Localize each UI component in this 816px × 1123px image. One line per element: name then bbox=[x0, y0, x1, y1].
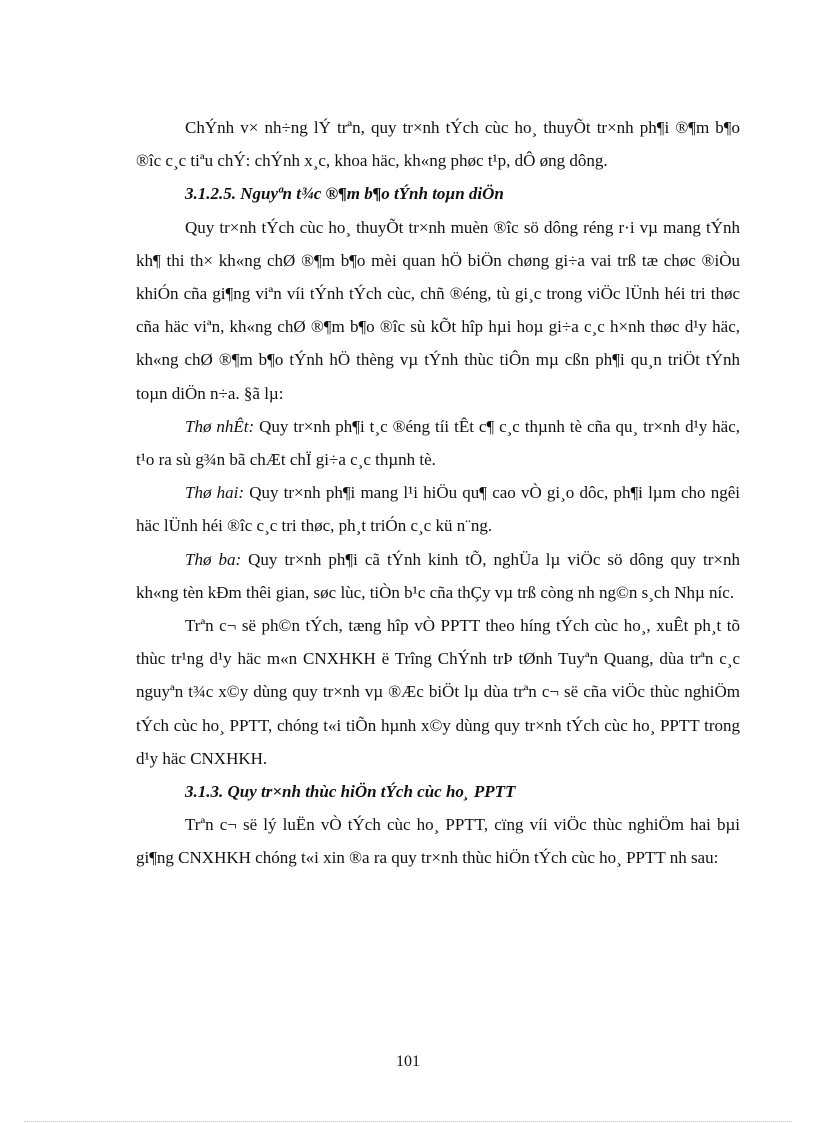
body-text bbox=[136, 111, 740, 875]
paragraph-second-point bbox=[136, 476, 740, 542]
paragraph-basis: Trªn c¬ së ph©n tÝch, tæng hîp vÒ PPTT theo híng tÝch cùc ho¸, xuÊt ph¸t tõ thùc tr¹ng d¹y häc m«n CNXHKH ë Trîng ChÝnh trÞ tØnh Tuyªn Quang, dùa trªn c¸c nguyªn t¾c x©y dùng quy tr×nh vµ ®Æc biÖt lµ dùa trªn c¬ së cña viÖc thùc nghiÖm tÝch cùc ho¸ PPTT, chóng t«i tiÕn hµnh x©y dùng quy tr×nh tÝch cùc ho¸ PPTT trong d¹y häc CNXHKH. bbox=[136, 616, 740, 768]
page-bottom-divider bbox=[24, 1121, 792, 1122]
section-heading-3-1-3: 3.1.3. Quy tr×nh thùc hiÖn tÝch cùc ho¸ PPTT bbox=[185, 782, 516, 802]
lead-third: Thø ba: bbox=[185, 549, 242, 569]
page-number: 101 bbox=[396, 1053, 420, 1070]
paragraph-comprehensiveness: Quy tr×nh tÝch cùc ho¸ thuyÕt tr×nh muèn ®îc sö dông réng r·i vµ mang tÝnh kh¶ thi th× kh«ng chØ ®¶m b¶o mèi quan hÖ biÖn chøng gi÷a vai trß tæ chøc ®iÒu khiÓn cña gi¶ng viªn víi tÝnh tÝch cùc, chñ ®éng, tù gi¸c trong viÖc lÜnh héi tri thøc cña häc viªn, kh«ng chØ ®¶m b¶o ®îc sù kÕt hîp hµi hoµ gi÷a c¸c h×nh thøc d¹y häc, kh«ng chØ ®¶m b¶o tÝnh hÖ thèng vµ tÝnh thùc tiÔn mµ cßn ph¶i qu¸n triÖt tÝnh toµn diÖn n÷a. §ã lµ: bbox=[136, 217, 740, 403]
paragraph-first-point bbox=[136, 410, 740, 476]
text-first: Quy tr×nh ph¶i t¸c ®éng tíi tÊt c¶ c¸c thµnh tè cña qu¸ tr×nh d¹y häc, t¹o ra sù g¾n bã chÆt chÏ gi÷a c¸c thµnh tè. bbox=[136, 416, 740, 470]
paragraph-procedure-intro: Trªn c¬ së lý luËn vÒ tÝch cùc ho¸ PPTT, cïng víi viÖc thùc nghiÖm hai bµi gi¶ng CNXHKH chóng t«i xin ®a ra quy tr×nh thùc hiÖn tÝch cùc ho¸ PPTT nh sau: bbox=[136, 815, 740, 868]
text-third: Quy tr×nh ph¶i cã tÝnh kinh tÕ, nghÜa lµ viÖc sö dông quy tr×nh kh«ng tèn kÐm thêi gian, søc lùc, tiÒn b¹c cña thÇy vµ trß còng nh ng©n s¸ch Nhµ níc. bbox=[136, 549, 740, 602]
paragraph-criteria-conclusion: ChÝnh v× nh÷ng lÝ trªn, quy tr×nh tÝch cùc ho¸ thuyÕt tr×nh ph¶i ®¶m b¶o ®îc c¸c tiªu chÝ: chÝnh x¸c, khoa häc, kh«ng phøc t¹p, dÔ øng dông. bbox=[136, 118, 740, 171]
lead-second: Thø hai: bbox=[185, 483, 245, 503]
text-second: Quy tr×nh ph¶i mang l¹i hiÖu qu¶ cao vÒ gi¸o dôc, ph¶i lµm cho ngêi häc lÜnh héi ®îc c¸c tri thøc, ph¸t triÓn c¸c kü n¨ng. bbox=[136, 483, 741, 536]
lead-first: Thø nhÊt: bbox=[185, 416, 255, 436]
paragraph-third-point bbox=[136, 543, 740, 609]
section-heading-3-1-2-5: 3.1.2.5. Nguyªn t¾c ®¶m b¶o tÝnh toµn diÖn bbox=[185, 184, 504, 204]
